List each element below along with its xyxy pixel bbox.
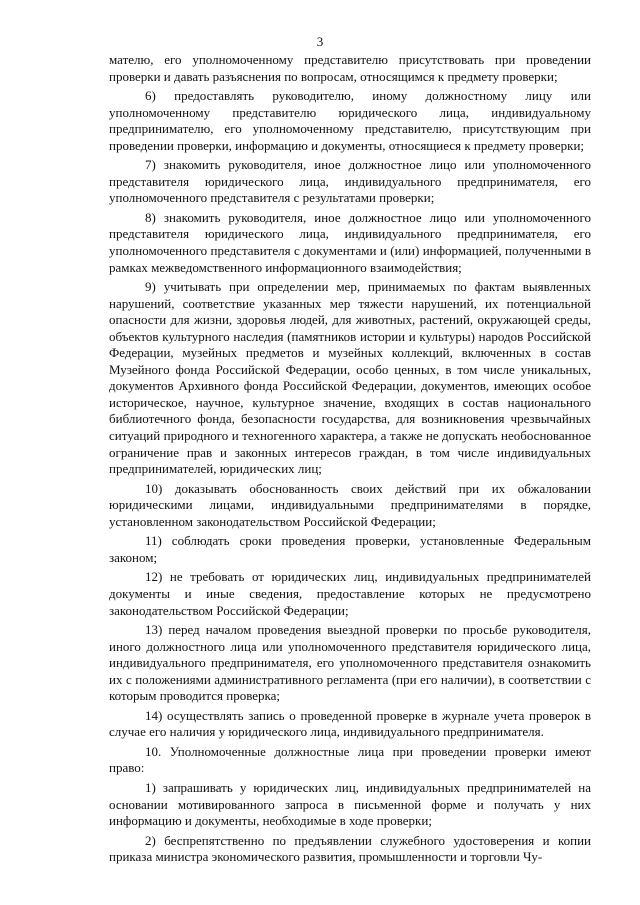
page-number: 3 (316, 34, 324, 49)
paragraph-item-8: 8) знакомить руководителя, иное должностное лицо или уполномоченного представителя юридического лица, индивидуального предпринимателя, его уполномоченного представителя с документами и (или) информацией, полученными в рамках межведомственного информационного взаимодействия; (109, 209, 591, 275)
paragraph-item-11: 11) соблюдать сроки проведения проверки, установленные Федеральным законом; (109, 533, 591, 565)
paragraph-item-14: 14) осуществлять запись о проведенной проверке в журнале учета проверок в случае его наличия у юридического лица, индивидуального предпринимателя. (109, 707, 591, 740)
paragraph-item-13: 13) перед началом проведения выездной проверки по просьбе руководителя, иного должностного лица или уполномоченного представителя юридического лица, индивидуального предпринимателя, его уполномоченного представителя ознакомить их с положениями административного регламента (при его наличии), в соответствии с которым проводится проверка; (109, 622, 591, 704)
paragraph-continuation: мателю, его уполномоченному представителю присутствовать при проведении проверки и давать разъяснения по вопросам, относящимся к предмету проверки; (109, 52, 591, 84)
paragraph-right-2: 2) беспрепятственно по предъявлении служебного удостоверения и копии приказа министра экономического развития, промышленности и торговли Чу- (109, 832, 591, 865)
paragraph-item-6: 6) предоставлять руководителю, иному должностному лицу или уполномоченному представителю юридического лица, индивидуальному предпринимателю, его уполномоченному представителю, присутствующим при проведении проверки, информацию и документы, относящиеся к предмету проверки; (109, 88, 591, 153)
paragraph-right-1: 1) запрашивать у юридических лиц, индивидуальных предпринимателей на основании мотивированного запроса в письменной форме и получать у них информацию и документы, необходимые в ходе проверки; (109, 779, 591, 829)
document-body (109, 52, 591, 866)
paragraph-item-9: 9) учитывать при определении мер, принимаемых по фактам выявленных нарушений, соответствие указанных мер тяжести нарушений, их потенциальной опасности для жизни, здоровья людей, для животных, растений, окружающей среды, объектов культурного наследия (памятников истории и культуры) народов Российской Федерации, музейных предметов и музейных коллекций, включенных в состав Музейного фонда Российской Федерации, особо ценных, в том числе уникальных, документов Архивного фонда Российской Федерации, документов, имеющих особое историческое, научное, культурное значение, входящих в состав национального библиотечного фонда, безопасности государства, для возникновения чрезвычайных ситуаций природного и техногенного характера, а также не допускать необоснованное ограничение прав и законных интересов граждан, в том числе индивидуальных предпринимателей, юридических лиц; (109, 279, 591, 477)
paragraph-section-10: 10. Уполномоченные должностные лица при проведении проверки имеют право: (109, 743, 591, 776)
paragraph-item-12: 12) не требовать от юридических лиц, индивидуальных предпринимателей документы и иные сведения, предоставление которых не предусмотрено законодательством Российской Федерации; (109, 569, 591, 618)
paragraph-item-10: 10) доказывать обоснованность своих действий при их обжаловании юридическими лицами, индивидуальными предпринимателями в порядке, установленном законодательством Российской Федерации; (109, 480, 591, 529)
paragraph-item-7: 7) знакомить руководителя, иное должностное лицо или уполномоченного представителя юридического лица, индивидуального предпринимателя, его уполномоченного представителя с результатами проверки; (109, 157, 591, 206)
